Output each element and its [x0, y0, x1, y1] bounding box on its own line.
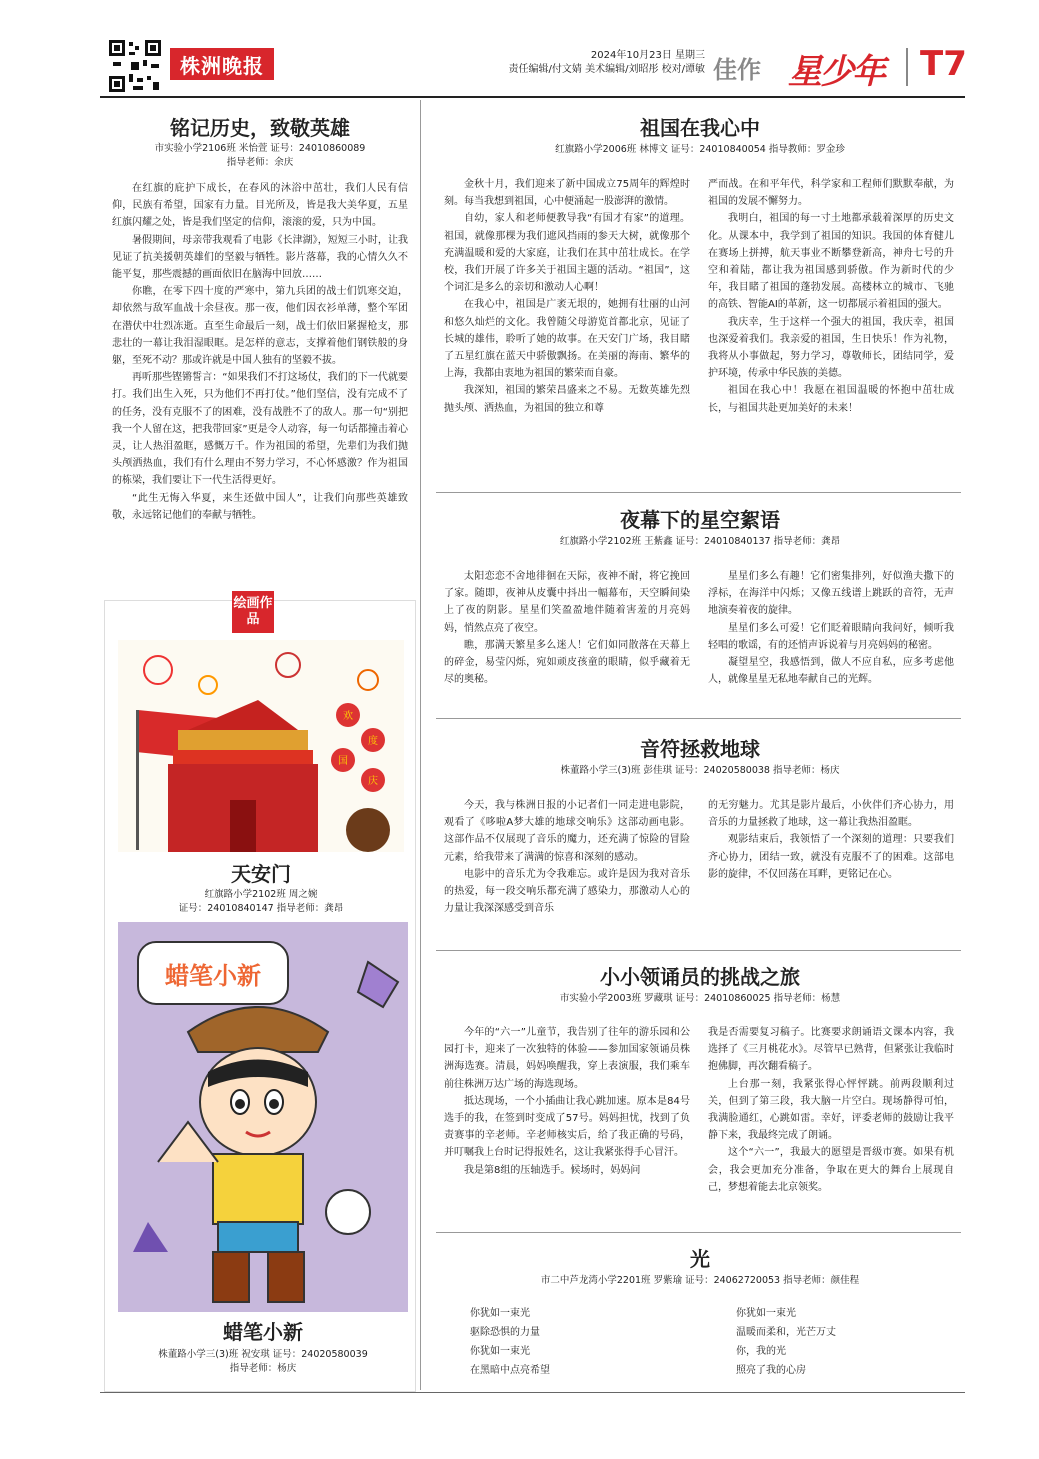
article-byline: 市实验小学2003班 罗藏琪 证号：24010860025 指导老师：杨慧 [559, 993, 841, 1004]
article-divider [436, 1232, 961, 1233]
paragraph: 我是否需要复习稿子。比赛要求朗诵语文课本内容，我选择了《三月桃花水》。尽管早已熟背，但紧张让我临时抱佛脚，再次翻看稿子。 [708, 1027, 954, 1073]
footer-rule [100, 1392, 965, 1393]
poem-line: 你犹如一束光 [470, 1308, 530, 1319]
drawn-title: 蜡笔小新 [165, 962, 261, 990]
article-byline: 株董路小学三(3)班 彭佳琪 证号：24020580038 指导老师：杨庆 [560, 765, 840, 776]
paragraph: 瞧，那满天繁星多么迷人！它们如同散落在天幕上的碎金，易莹闪烁，宛如顽皮孩童的眼睛，似乎藏着无尽的奥秘。 [444, 639, 690, 686]
paragraph: 凝望星空，我感悟到，做人不应自私，应多考虑他人，就像星星无私地奉献自己的光辉。 [708, 657, 954, 686]
paragraph: 今年的“六一”儿童节，我告别了往年的游乐园和公园打卡，迎来了一次独特的体验——参加国家领诵员株洲海选赛。清晨，妈妈唤醒我，穿上表演服，我们乘车前往株洲万达广场的海选现场。 [444, 1027, 690, 1090]
article-title: 铭记历史，致敬英雄 [170, 116, 350, 140]
paragraph: 抵达现场，一个小插曲让我心跳加速。原本是84号选手的我，在签到时变成了57号。妈妈担忧，找到了负责赛事的辛老师。辛老师核实后，给了我正确的号码，并叮嘱我上台时记得报姓名，这让我紧张得手心冒汗。 [444, 1095, 690, 1159]
article-byline [110, 142, 410, 170]
balloon-text-4: 庆 [368, 776, 378, 787]
paragraph: 的无穷魅力。尤其是影片最后，小伙伴们齐心协力，用音乐的力量拯救了地球，这一幕让我热泪盈眶。 [708, 800, 954, 829]
paragraph: 在我心中，祖国是广袤无垠的，她拥有壮丽的山河和悠久灿烂的文化。我曾随父母游览首都北京，见证了长城的雄伟，聆听了她的故事。在天安门广场，我目睹了五星红旗在蓝天中骄傲飘扬。在美丽的海南、繁华的上海，我都由衷地为祖国的繁荣而自豪。 [444, 299, 690, 380]
balloon-text-1: 欢 [343, 711, 353, 722]
article-divider [436, 718, 961, 719]
artwork-byline [110, 1348, 416, 1376]
byline-author: 市实验小学2106班 米怡萱 证号：24010860089 [154, 143, 366, 154]
art-section-tag: 绘画作品 [232, 591, 274, 633]
header-rule [100, 96, 965, 98]
page-number: T7 [920, 44, 967, 84]
paragraph: 我庆幸，生于这样一个强大的祖国，我庆幸，祖国也深爱着我们。我亲爱的祖国，生日快乐！作为礼物，我将从小事做起，努力学习，尊敬师长，团结同学，爱护环境，传承中华民族的美德。 [708, 316, 954, 380]
section-label: 佳作 [713, 56, 761, 84]
poem-line: 照亮了我的心房 [736, 1365, 806, 1376]
article-title: 光 [690, 1247, 710, 1271]
brand-logo: 星少年 [788, 52, 884, 92]
byline-teacher: 指导老师：余庆 [226, 157, 294, 168]
artwork-title: 蜡笔小新 [223, 1320, 303, 1344]
artwork-teacher: 指导老师：杨庆 [229, 1363, 297, 1374]
column-divider [420, 100, 421, 1390]
paragraph: “此生无悔入华夏，来生还做中国人”，让我们向那些英雄致敬，永远铭记他们的奉献与牺牲。 [112, 492, 408, 521]
date-line: 2024年10月23日 星期三 [590, 50, 705, 61]
balloon-text-3: 国 [338, 756, 348, 767]
artwork-author: 红旗路小学2102班 周之婉 [204, 889, 318, 900]
article-title: 祖国在我心中 [640, 116, 760, 140]
artwork-teacher: 证号：24010840147 指导老师：龚昂 [178, 903, 344, 914]
paragraph: 祖国在我心中！我愿在祖国温暖的怀抱中茁壮成长，与祖国共赴更加美好的未来！ [708, 385, 954, 414]
artwork-byline [118, 888, 404, 916]
paragraph: 我深知，祖国的繁荣昌盛来之不易。无数英雄先烈抛头颅、洒热血，为祖国的独立和尊 [444, 385, 690, 414]
poem-line: 你犹如一束光 [736, 1308, 796, 1319]
artwork-title: 天安门 [231, 862, 291, 886]
article-byline: 市二中芦龙湾小学2201班 罗紫瑜 证号：24062720053 指导老师：颜佳程 [540, 1275, 860, 1286]
article-column [444, 176, 690, 417]
paragraph: 我是第8组的压轴选手。候场时，妈妈问 [464, 1164, 641, 1176]
article-column [444, 568, 690, 688]
paragraph: 金秋十月，我们迎来了新中国成立75周年的辉煌时刻。每当我想到祖国，心中便涌起一股澎湃的激情。 [444, 179, 690, 208]
article-column [708, 176, 954, 417]
article-divider [436, 492, 961, 493]
paragraph: 电影中的音乐尤为令我难忘。或许是因为我对音乐的热爱，每一段交响乐都充满了感染力，那激动人心的力量让我深深感受到音乐 [444, 868, 690, 915]
poem-column [736, 1304, 956, 1380]
paragraph: 这个“六一”，我最大的愿望是晋级市赛。如果有机会，我会更加充分准备，争取在更大的舞台上展现自己，梦想着能去北京领奖。 [708, 1147, 954, 1193]
paragraph: 我明白，祖国的每一寸土地都承载着深厚的历史文化。从课本中，我学到了祖国的知识。我国的体育健儿在赛场上拼搏，航天事业不断攀登新高，神舟七号的升空和着陆，都让我为祖国感到骄傲。作为新时代的少年，我目睹了祖国的蓬勃发展。高楼林立的城市、飞驰的高铁、智能AI的革新，这一切都展示着祖国的强大。 [708, 213, 954, 311]
poem-line: 在黑暗中点亮希望 [470, 1365, 550, 1376]
poem-line: 你，我的光 [736, 1346, 786, 1357]
poem-line: 驱除恐惧的力量 [470, 1327, 540, 1338]
paragraph: 太阳恋恋不舍地徘徊在天际，夜神不耐，将它挽回了家。随即，夜神从皮囊中抖出一幅幕布，天空瞬间染上了夜的阴影。星星们笑盈盈地伴随着害羞的月亮妈妈，悄然点亮了夜空。 [444, 571, 690, 634]
poem-line: 你犹如一束光 [470, 1346, 530, 1357]
artwork-crayon-shinchan [118, 922, 408, 1312]
balloon-text-2: 度 [368, 736, 378, 747]
paragraph: 在红旗的庇护下成长，在春风的沐浴中茁壮，我们人民有信仰，民族有希望，国家有力量。目光所及，皆是我大美华夏，五星红旗闪耀之处，皆是我们坚定的信仰，滚滚的爱，只为中国。 [112, 183, 408, 229]
article-title: 音符拯救地球 [640, 737, 760, 761]
paragraph: 上台那一刻，我紧张得心怦怦跳。前两段顺利过关，但到了第三段，我大脑一片空白。现场静得可怕，我满脸通红，心跳如雷。幸好，评委老师的鼓励让我平静下来，我最终完成了朗诵。 [708, 1078, 954, 1142]
article-column [444, 1024, 690, 1179]
article-column [444, 797, 690, 917]
newspaper-logo: 株洲晚报 [170, 48, 274, 80]
header-divider [906, 48, 908, 86]
paragraph: 你瞧，在零下四十度的严寒中，第九兵团的战士们饥寒交迫，却依然与敌军血战十余昼夜。那一夜，他们因衣衫单薄，整个军团在潜伏中壮烈冻逝。直至生命最后一刻，战士们依旧紧握枪支，那悲壮的一幕让我泪湿眼眶。是怎样的意志，支撑着他们钢铁般的身躯，至死不动？那或许就是中国人独有的坚毅不拔。 [112, 286, 408, 367]
artwork-tiananmen [118, 640, 404, 852]
poem-column [470, 1304, 690, 1380]
paragraph: 观影结束后，我领悟了一个深刻的道理：只要我们齐心协力，团结一致，就没有克服不了的困难。这部电影的旋律，不仅回荡在耳畔，更铭记在心。 [708, 834, 954, 880]
qr-code [107, 38, 163, 94]
paragraph: 暑假期间，母亲带我观看了电影《长津湖》，短短三小时，让我见证了抗美援朝英雄们的坚毅与牺牲。影片落幕，我的心情久久不能平复，那些震撼的画面依旧在脑海中回放…… [112, 234, 408, 281]
paragraph: 星星们多么可爱！它们眨着眼睛向我问好，倾听我轻唱的歌谣，有的还悄声诉说着与月亮妈妈的秘密。 [708, 622, 954, 651]
paragraph: 严而战。在和平年代，科学家和工程师们默默奉献，为祖国的发展不懈努力。 [708, 179, 954, 208]
article-byline: 红旗路小学2102班 王紫鑫 证号：24010840137 指导老师：龚昂 [559, 536, 841, 547]
article-column [708, 568, 954, 688]
paragraph: 再听那些铿锵誓言：“如果我们不打这场仗，我们的下一代就要打。我们出生入死，只为他们不再打仗。”他们坚信，没有完成不了的任务，没有克服不了的困难，没有战胜不了的敌人。那一句“别把我一个人留在这，把我带回家”更是令人动容，每一句话都撞击着心灵，让人热泪盈眶，感慨万千。作为祖国的希望，先辈们为我们抛头颅洒热血，我们有什么理由不努力学习，不心怀感激？作为祖国的栋梁，我们要让下一代生活得更好。 [112, 372, 408, 487]
article-column [708, 1024, 954, 1196]
article-column [708, 797, 954, 883]
article-byline: 红旗路小学2006班 林博文 证号：24010840054 指导教师：罗金珍 [555, 144, 845, 155]
article-title: 小小领诵员的挑战之旅 [600, 965, 800, 989]
artwork-author: 株董路小学三(3)班 祝安琪 证号：24020580039 [158, 1349, 368, 1360]
paragraph: 星星们多么有趣！它们密集排列，好似渔夫撒下的浮标，在海洋中闪烁；又像五线谱上跳跃的音符，无声地演奏着夜的旋律。 [708, 571, 954, 617]
editors-line: 责任编辑/付文婧 美术编辑/刘昭彤 校对/谭敏 [508, 64, 705, 75]
article-body [112, 180, 408, 524]
article-divider [436, 950, 961, 951]
poem-line: 温暖而柔和，光芒万丈 [736, 1327, 836, 1338]
date-editors [508, 49, 705, 77]
paragraph: 今天，我与株洲日报的小记者们一同走进电影院，观看了《哆啦A梦大雄的地球交响乐》这部动画电影。这部作品不仅展现了音乐的魔力，还充满了惊险的冒险元素，给我带来了满满的惊喜和深刻的感动。 [444, 800, 690, 863]
paragraph: 自幼，家人和老师便教导我“有国才有家”的道理。祖国，就像那棵为我们遮风挡雨的参天大树，就像那个充满温暖和爱的大家庭，让我们在其中茁壮成长。在学校，我们开展了许多关于祖国主题的活动。“祖国”，这个词汇是多么的亲切和激动人心啊！ [444, 213, 690, 294]
article-title: 夜幕下的星空絮语 [620, 508, 780, 532]
